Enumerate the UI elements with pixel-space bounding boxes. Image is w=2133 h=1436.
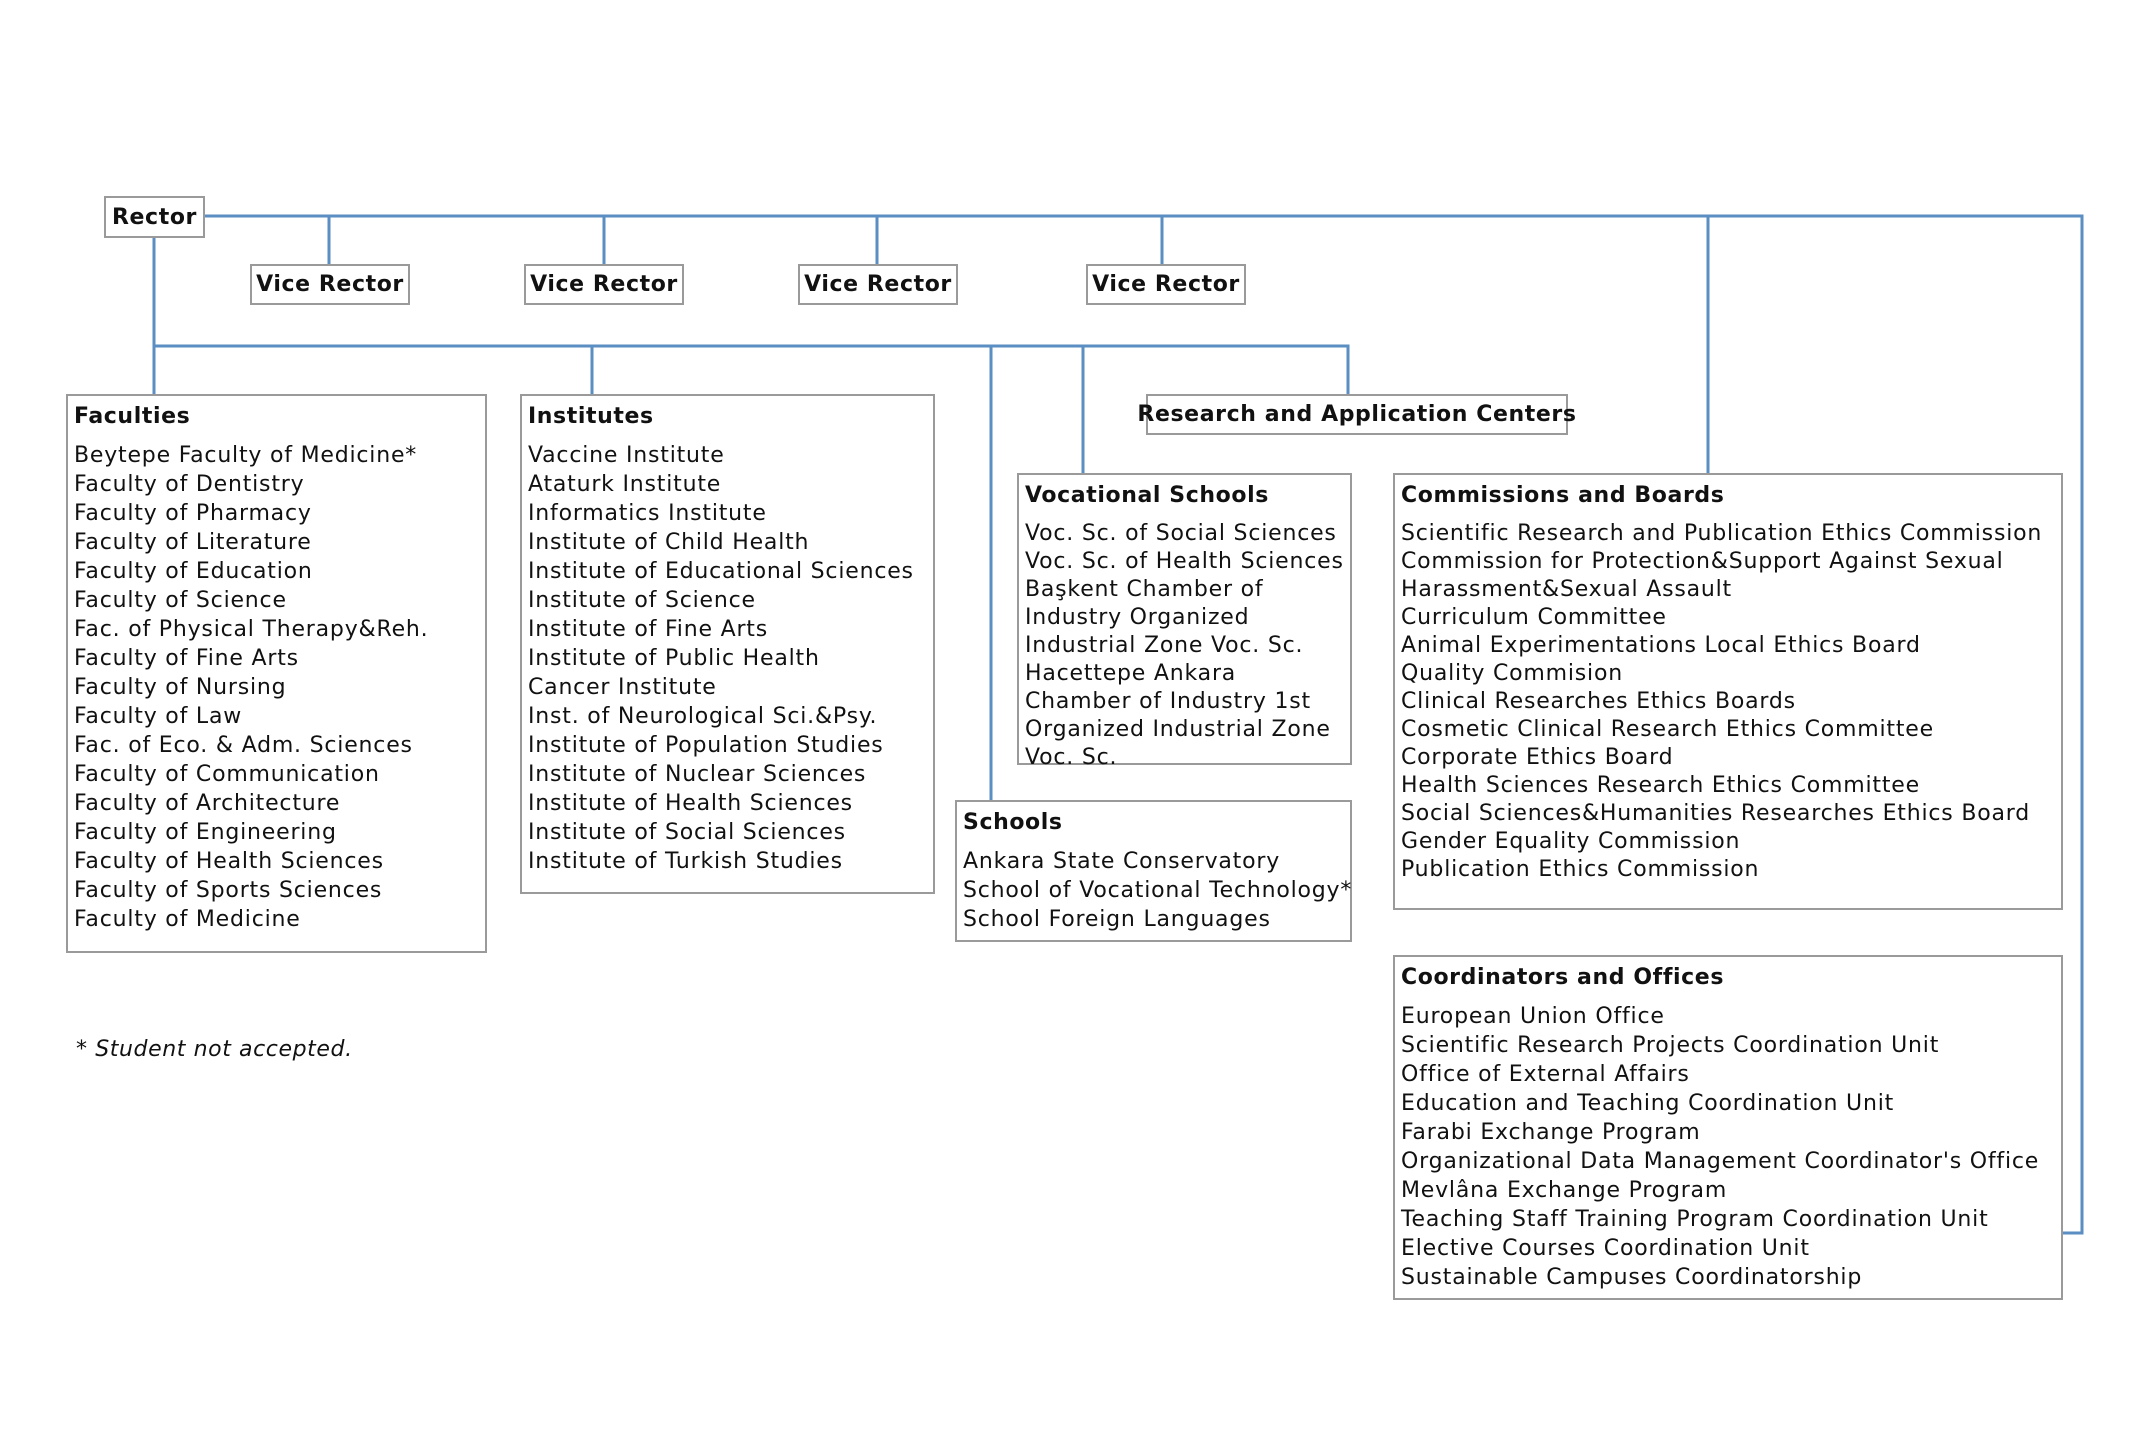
schools-title: Schools	[963, 810, 1063, 835]
vice-rector-label: Vice Rector	[530, 272, 678, 297]
list-item: Hacettepe Ankara Chamber of Industry 1st Organized Industrial Zone Voc. Sc.	[1025, 661, 1331, 770]
list-item: Cosmetic Clinical Research Ethics Committee	[1401, 717, 1934, 742]
list-item: Institute of Fine Arts	[528, 617, 768, 642]
list-item: Corporate Ethics Board	[1401, 745, 1674, 770]
list-item: Faculty of Dentistry	[74, 472, 305, 497]
vice-rector-label: Vice Rector	[256, 272, 404, 297]
list-item: Vaccine Institute	[528, 443, 725, 468]
vice-rector-label: Vice Rector	[804, 272, 952, 297]
vice-rector-box-4	[1086, 264, 1246, 305]
list-item: Scientific Research and Publication Ethics Commission	[1401, 521, 2043, 546]
list-item: Faculty of Science	[74, 588, 287, 613]
research-centers-box	[1137, 394, 1577, 435]
list-item: Inst. of Neurological Sci.&Psy.	[528, 704, 878, 729]
vice-rector-box-1	[250, 264, 410, 305]
list-item: Institute of Educational Sciences	[528, 559, 914, 584]
list-item: School of Vocational Technology*	[963, 878, 1353, 903]
list-item: Education and Teaching Coordination Unit	[1401, 1091, 1895, 1116]
list-item: Cancer Institute	[528, 675, 717, 700]
list-item: Publication Ethics Commission	[1401, 857, 1760, 882]
rector-box	[104, 196, 205, 238]
faculties-title: Faculties	[74, 404, 191, 429]
coordinators-list	[1401, 1002, 2055, 1292]
list-item: Institute of Nuclear Sciences	[528, 762, 867, 787]
list-item: Quality Commision	[1401, 661, 1623, 686]
list-item: Sustainable Campuses Coordinatorship	[1401, 1265, 1863, 1290]
commissions-list	[1401, 520, 2055, 884]
list-item: Faculty of Architecture	[74, 791, 341, 816]
list-item: Faculty of Engineering	[74, 820, 337, 845]
list-item: Başkent Chamber of Industry Organized Industrial Zone Voc. Sc.	[1025, 577, 1304, 658]
list-item: Institute of Health Sciences	[528, 791, 853, 816]
list-item: Fac. of Physical Therapy&Reh.	[74, 617, 429, 642]
list-item: Voc. Sc. of Social Sciences	[1025, 521, 1337, 546]
list-item: Health Sciences Research Ethics Committee	[1401, 773, 1920, 798]
list-item: Gender Equality Commission	[1401, 829, 1741, 854]
list-item: Faculty of Literature	[74, 530, 312, 555]
list-item: Faculty of Sports Sciences	[74, 878, 383, 903]
list-item: Social Sciences&Humanities Researches Ethics Board	[1401, 801, 2030, 826]
list-item: School Foreign Languages	[963, 907, 1271, 932]
commissions-box	[1393, 473, 2063, 910]
list-item: Office of External Affairs	[1401, 1062, 1690, 1087]
research-centers-label: Research and Application Centers	[1137, 402, 1577, 427]
commissions-title: Commissions and Boards	[1401, 483, 1725, 508]
schools-box	[955, 800, 1352, 942]
list-item: European Union Office	[1401, 1004, 1665, 1029]
faculties-list	[74, 441, 479, 934]
vice-rector-box-3	[798, 264, 958, 305]
list-item: Faculty of Nursing	[74, 675, 287, 700]
vice-rector-box-2	[524, 264, 684, 305]
coordinators-box	[1393, 955, 2063, 1300]
list-item: Ataturk Institute	[528, 472, 722, 497]
list-item: Faculty of Health Sciences	[74, 849, 384, 874]
list-item: Institute of Child Health	[528, 530, 810, 555]
list-item: Faculty of Fine Arts	[74, 646, 299, 671]
list-item: Institute of Population Studies	[528, 733, 884, 758]
vocational-schools-title: Vocational Schools	[1025, 483, 1269, 508]
list-item: Mevlâna Exchange Program	[1401, 1178, 1728, 1203]
list-item: Clinical Researches Ethics Boards	[1401, 689, 1796, 714]
list-item: Institute of Public Health	[528, 646, 820, 671]
list-item: Elective Courses Coordination Unit	[1401, 1236, 1810, 1261]
list-item: Faculty of Medicine	[74, 907, 301, 932]
institutes-title: Institutes	[528, 404, 654, 429]
list-item: Animal Experimentations Local Ethics Board	[1401, 633, 1921, 658]
list-item: Faculty of Pharmacy	[74, 501, 312, 526]
institutes-list	[528, 441, 927, 876]
list-item: Teaching Staff Training Program Coordination Unit	[1401, 1207, 1989, 1232]
footnote: * Student not accepted.	[76, 1037, 353, 1062]
vocational-schools-box	[1017, 473, 1352, 770]
list-item: Institute of Turkish Studies	[528, 849, 843, 874]
list-item: Commission for Protection&Support Against Sexual Harassment&Sexual Assault	[1401, 549, 2004, 602]
list-item: Curriculum Committee	[1401, 605, 1667, 630]
list-item: Institute of Social Sciences	[528, 820, 846, 845]
vocational-schools-list	[1025, 520, 1344, 772]
list-item: Fac. of Eco. & Adm. Sciences	[74, 733, 413, 758]
vice-rector-label: Vice Rector	[1092, 272, 1240, 297]
list-item: Voc. Sc. of Health Sciences	[1025, 549, 1344, 574]
institutes-box	[520, 394, 935, 894]
list-item: Ankara State Conservatory	[963, 849, 1281, 874]
list-item: Beytepe Faculty of Medicine*	[74, 443, 418, 468]
faculties-box	[66, 394, 487, 953]
list-item: Institute of Science	[528, 588, 756, 613]
coordinators-title: Coordinators and Offices	[1401, 965, 1725, 990]
rector-label: Rector	[112, 204, 197, 230]
list-item: Faculty of Communication	[74, 762, 380, 787]
list-item: Scientific Research Projects Coordination Unit	[1401, 1033, 1940, 1058]
list-item: Farabi Exchange Program	[1401, 1120, 1701, 1145]
list-item: Faculty of Law	[74, 704, 243, 729]
list-item: Organizational Data Management Coordinator's Office	[1401, 1149, 2040, 1174]
list-item: Faculty of Education	[74, 559, 313, 584]
schools-list	[963, 847, 1353, 934]
list-item: Informatics Institute	[528, 501, 767, 526]
